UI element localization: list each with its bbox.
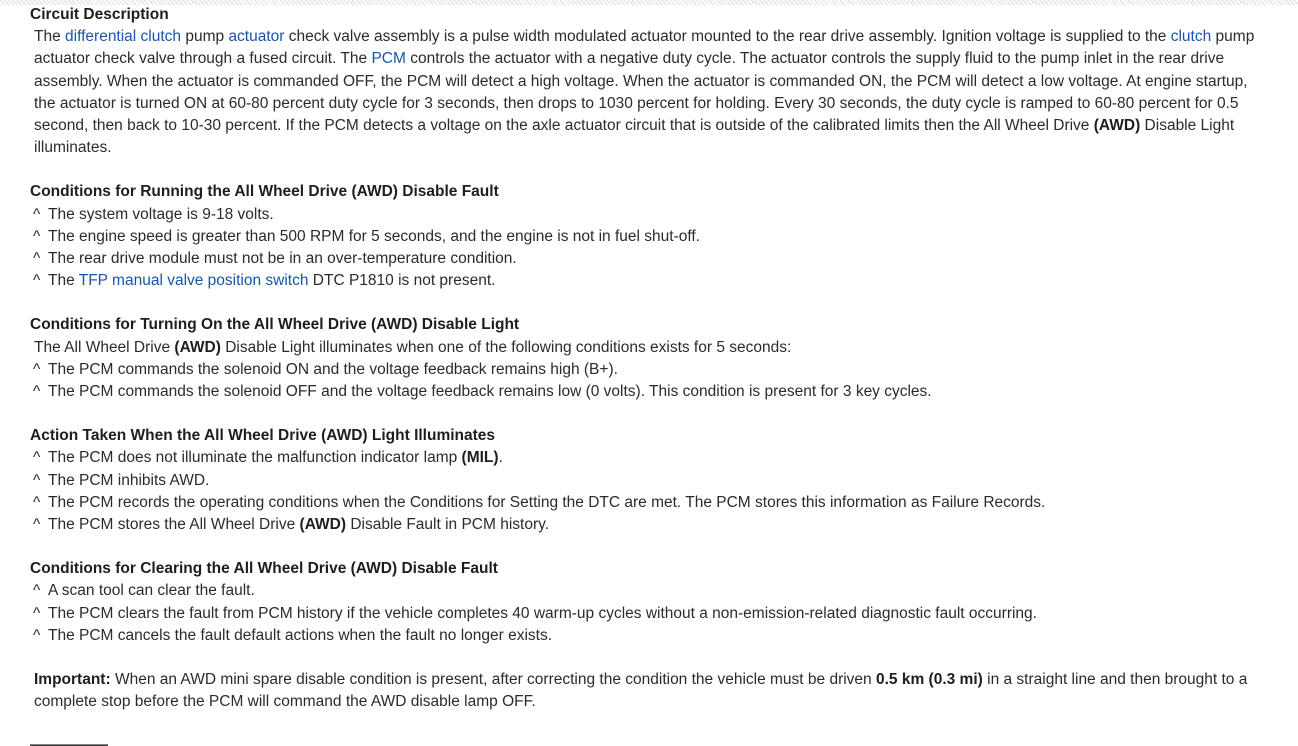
caret-icon: ^ — [33, 205, 41, 223]
text-run: The — [48, 272, 79, 290]
text-run: The All Wheel Drive — [34, 338, 175, 356]
circuit-description-paragraph — [34, 26, 1270, 159]
text-run: DTC P1810 is not present. — [308, 272, 496, 290]
list-item-text: The rear drive module must not be in an over-temperature condition. — [48, 250, 517, 268]
list-item — [30, 359, 1270, 381]
caret-icon: ^ — [33, 449, 41, 467]
list-item — [30, 470, 1270, 492]
list-item-text: A scan tool can clear the fault. — [48, 582, 255, 600]
important-label: Important: — [34, 671, 111, 689]
turning-on-intro — [34, 337, 1270, 359]
caret-icon: ^ — [33, 227, 41, 245]
list-item — [30, 204, 1270, 226]
caret-icon: ^ — [33, 516, 41, 534]
bold-distance: 0.5 km (0.3 mi) — [875, 671, 983, 689]
list-item — [30, 603, 1270, 625]
caret-icon: ^ — [33, 582, 41, 600]
caret-icon: ^ — [33, 383, 41, 401]
list-item-text: The PCM cancels the fault default actions when the fault no longer exists. — [48, 626, 553, 644]
caret-icon: ^ — [33, 471, 41, 489]
text-run: The PCM does not illuminate the malfunction indicator lamp — [48, 449, 462, 467]
action-taken-heading: Action Taken When the All Wheel Drive (AWD) Light Illuminates — [30, 427, 496, 445]
list-item — [30, 270, 1270, 292]
link-actuator[interactable]: actuator — [228, 28, 285, 46]
clearing-conditions-heading: Conditions for Clearing the All Wheel Drive (AWD) Disable Fault — [30, 560, 498, 578]
text-run: The — [34, 28, 66, 46]
list-item-text: The PCM clears the fault from PCM history if the vehicle completes 40 warm-up cycles without a non-emission-related diagnostic fault occurring. — [48, 604, 1037, 622]
circuit-description-heading: Circuit Description — [30, 6, 169, 23]
link-pcm[interactable]: PCM — [371, 50, 406, 68]
text-run: pump actuator check valve through a fused circuit. The — [34, 28, 1255, 68]
bold-awd: (AWD) — [299, 516, 347, 534]
list-item-text — [48, 514, 549, 536]
text-run: Disable Light illuminates. — [34, 117, 1235, 157]
list-item — [30, 514, 1270, 536]
list-item-text — [48, 447, 503, 469]
list-item — [30, 381, 1270, 403]
list-item-text: The engine speed is greater than 500 RPM for 5 seconds, and the engine is not in fuel shut-off. — [48, 227, 700, 245]
list-item — [30, 625, 1270, 647]
cut-off-next-heading — [30, 738, 108, 746]
list-item — [30, 492, 1270, 514]
list-item — [30, 580, 1270, 602]
document-body — [30, 4, 1270, 713]
turning-on-heading: Conditions for Turning On the All Wheel Drive (AWD) Disable Light — [30, 316, 520, 334]
text-run: When an AWD mini spare disable condition is present, after correcting the condition the vehicle must be driven — [110, 671, 876, 689]
caret-icon: ^ — [33, 626, 41, 644]
list-item — [30, 226, 1270, 248]
list-item-text: The PCM commands the solenoid ON and the voltage feedback remains high (B+). — [48, 360, 618, 378]
text-run: controls the actuator with a negative duty cycle. The actuator controls the supply fluid to the pump inlet in the rear drive assembly. When the actuator is commanded OFF, the PCM will detect a high voltage. When the actuator is commanded ON, the PCM will detect a low voltage. At engine startup, the actuator is turned ON at 60-80 percent duty cycle for 3 seconds, then drops to 1030 percent for holding. Every 30 seconds, the duty cycle is ramped to 60-80 percent for 0.5 second, then back to 10-30 percent. If the PCM detects a voltage on the axle actuator circuit that is outside of the calibrated limits then the All Wheel Drive — [34, 50, 1248, 135]
text-run: . — [498, 449, 503, 467]
caret-icon: ^ — [33, 250, 41, 268]
link-clutch[interactable]: clutch — [1170, 28, 1212, 46]
text-run: Disable Fault in PCM history. — [346, 516, 550, 534]
list-item — [30, 248, 1270, 270]
caret-icon: ^ — [33, 493, 41, 511]
list-item-text: The PCM inhibits AWD. — [48, 471, 210, 489]
list-item-text: The PCM records the operating conditions when the Conditions for Setting the DTC are met. The PCM stores this information as Failure Records. — [48, 493, 1046, 511]
text-run: check valve assembly is a pulse width modulated actuator mounted to the rear drive assembly. Ignition voltage is supplied to the — [284, 28, 1171, 46]
caret-icon: ^ — [33, 604, 41, 622]
important-note — [34, 669, 1270, 713]
running-conditions-heading: Conditions for Running the All Wheel Drive (AWD) Disable Fault — [30, 183, 499, 201]
list-item-text: The system voltage is 9-18 volts. — [48, 205, 274, 223]
link-tfp-manual-valve-position-switch[interactable]: TFP manual valve position switch — [78, 272, 309, 290]
caret-icon: ^ — [33, 272, 41, 290]
text-run: pump — [181, 28, 229, 46]
bold-awd: (AWD) — [174, 338, 221, 356]
link-differential-clutch[interactable]: differential clutch — [65, 28, 182, 46]
list-item-text: The PCM commands the solenoid OFF and the voltage feedback remains low (0 volts). This condition is present for 3 key cycles. — [48, 383, 932, 401]
text-run: Disable Light illuminates when one of the following conditions exists for 5 seconds: — [220, 338, 792, 356]
text-run: The PCM stores the All Wheel Drive — [48, 516, 300, 534]
bold-mil: (MIL) — [461, 449, 499, 467]
caret-icon: ^ — [33, 360, 41, 378]
text-run: in a straight line and then brought to a complete stop before the PCM will command the AWD disable lamp OFF. — [34, 671, 1248, 711]
bold-awd: (AWD) — [1093, 117, 1141, 135]
list-item — [30, 447, 1270, 469]
list-item-text — [48, 270, 495, 292]
